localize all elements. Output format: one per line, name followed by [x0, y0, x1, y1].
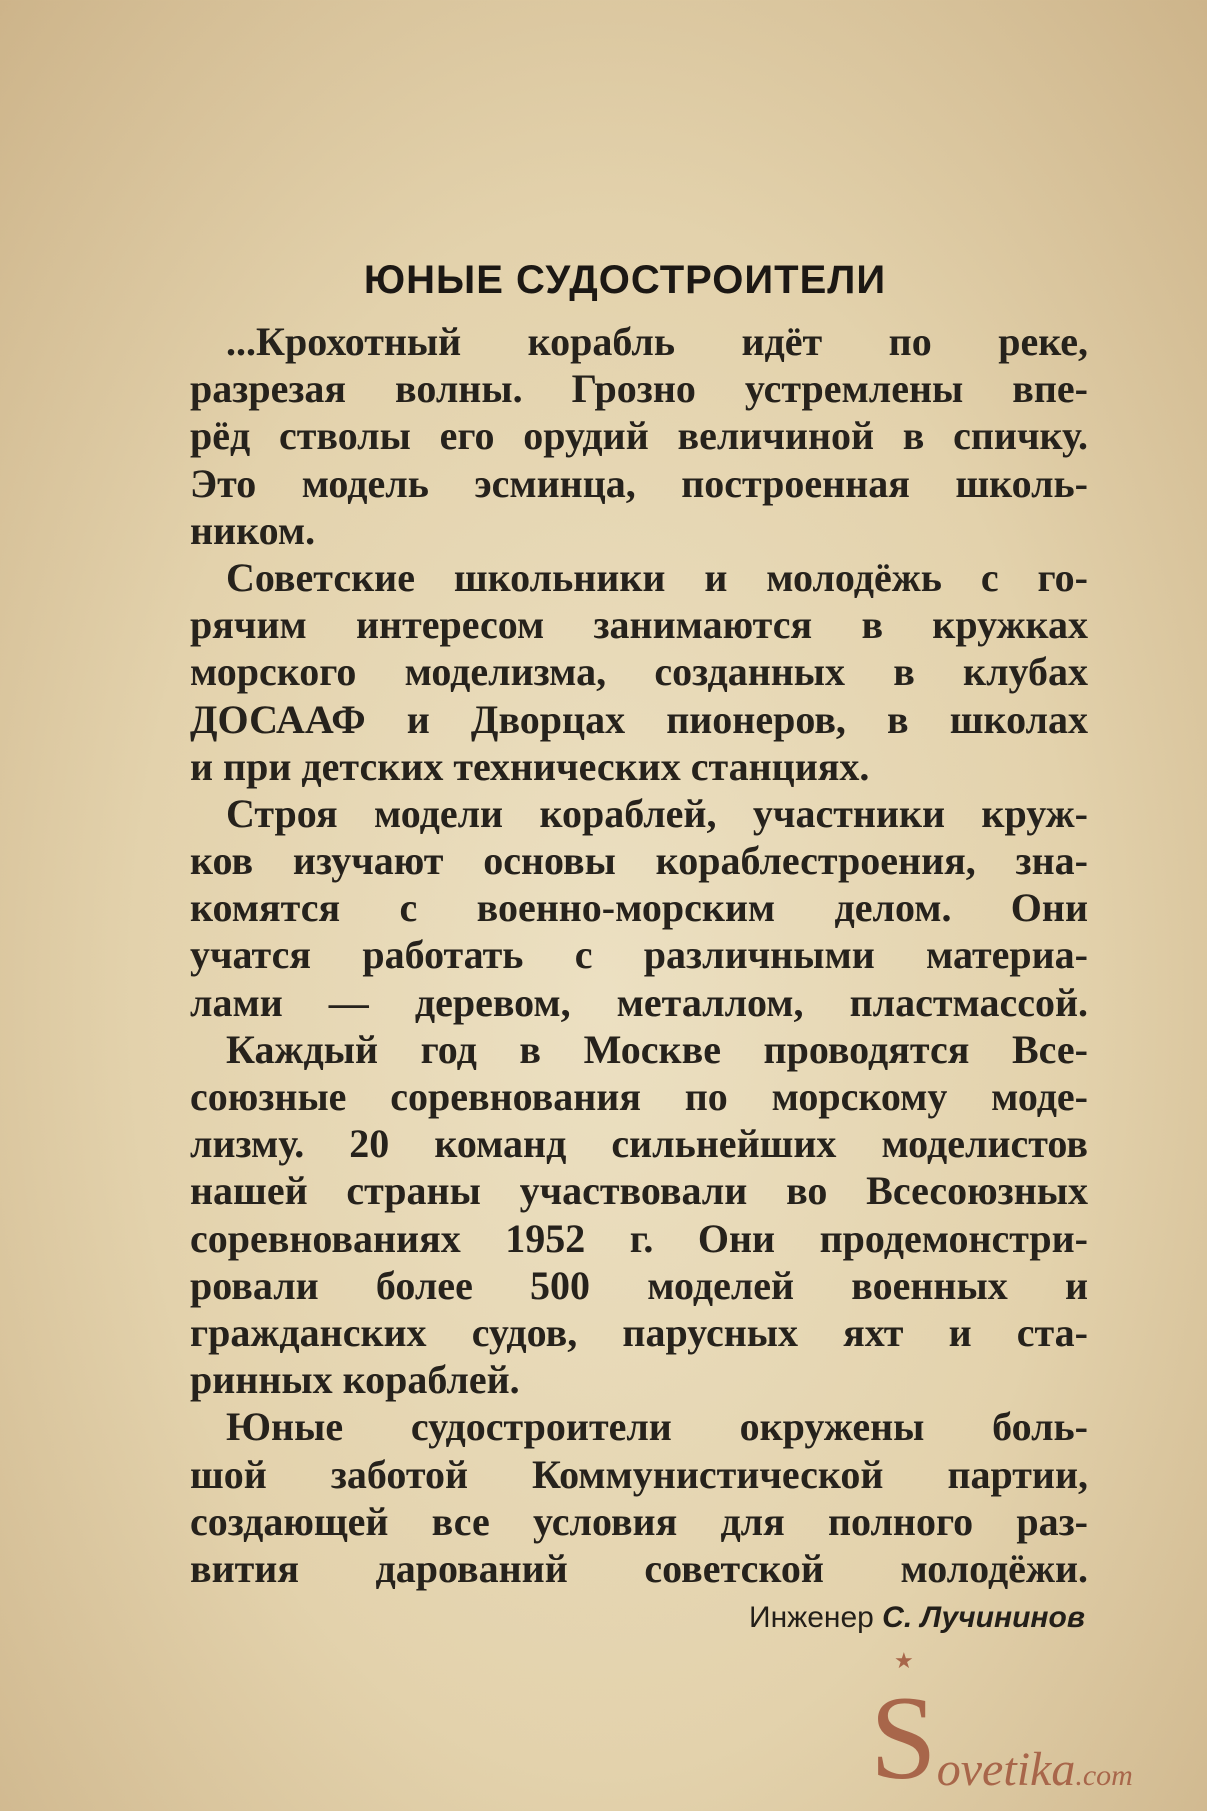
text-line: Каждый год в Москве проводятся Все- [226, 1026, 1088, 1072]
signature-name: С. Лучининов [882, 1601, 1085, 1634]
text-line: вития дарований советской молодёжи. [190, 1545, 1088, 1591]
article-title: ЮНЫЕ СУДОСТРОИТЕЛИ [363, 258, 887, 302]
text-line: ринных кораблей. [190, 1357, 520, 1403]
text-line: ков изучают основы кораблестроения, зна- [190, 838, 1088, 884]
text-line: комятся с военно-морским делом. Они [190, 885, 1088, 931]
watermark-text [870, 1671, 1133, 1804]
text-line: создающей все условия для полного раз- [190, 1498, 1088, 1544]
text-line: нашей страны участвовали во Всесоюзных [190, 1168, 1088, 1214]
text-line: ДОСААФ и Дворцах пионеров, в школах [190, 696, 1088, 742]
text-line: Юные судостроители окружены боль- [226, 1404, 1088, 1450]
text-line: Это модель эсминца, построенная школь- [190, 460, 1088, 506]
sovetika-watermark-logo [870, 1648, 1133, 1804]
text-line: шой заботой Коммунистической партии, [190, 1451, 1088, 1497]
text-line: Строя модели кораблей, участники круж- [226, 790, 1088, 836]
text-line: и при детских технических станциях. [190, 743, 870, 789]
text-line: ровали более 500 моделей военных и [190, 1262, 1088, 1308]
text-line: Советские школьники и молодёжь с го- [226, 554, 1088, 600]
text-line: соревнованиях 1952 г. Они продемонстри- [190, 1215, 1088, 1261]
article-body [190, 318, 1088, 1592]
text-line: союзные соревнования по морскому моде- [190, 1074, 1088, 1119]
text-line: лами — деревом, металлом, пластмассой. [190, 979, 1088, 1025]
text-line: гражданских судов, парусных яхт и ста- [190, 1309, 1088, 1355]
watermark-tld: .com [1075, 1759, 1133, 1792]
text-line: учатся работать с различными материа- [190, 932, 1088, 978]
text-line: лизму. 20 команд сильнейших моделистов [190, 1121, 1088, 1167]
text-line: рячим интересом занимаются в кружках [190, 602, 1088, 648]
text-line: ...Крохотный корабль идёт по реке, [226, 319, 1088, 364]
signature [749, 1600, 1085, 1636]
text-line: рёд стволы его орудий величиной в спичку. [190, 413, 1088, 459]
text-line: разрезая волны. Грозно устремлены впе- [190, 366, 1088, 412]
text-line: морского моделизма, созданных в клубах [190, 649, 1088, 695]
star-icon: ★ [894, 1648, 914, 1673]
signature-role: Инженер [749, 1601, 874, 1634]
watermark-letter: S [870, 1671, 937, 1804]
text-line: ником. [190, 507, 316, 553]
watermark-rest: ovetika [936, 1743, 1076, 1796]
